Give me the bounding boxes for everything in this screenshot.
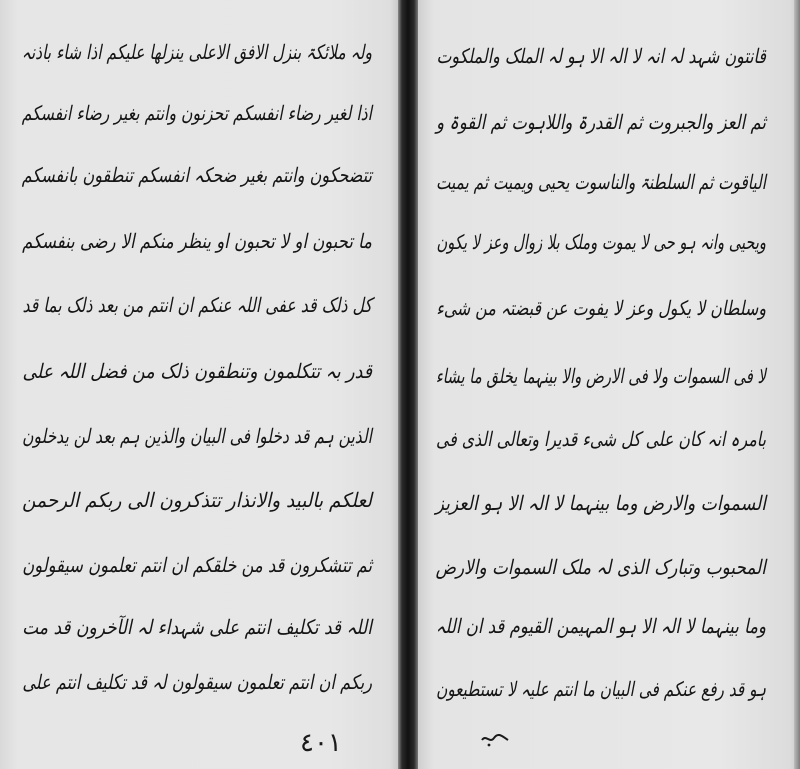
left-line-8: لعلکم بالبید والانذار تتذکرون الی ربکم الرحمن <box>22 488 373 512</box>
book-spine <box>398 0 418 769</box>
right-line-8: السموات والارض وما بینہما لا الہ الا ہو العزیز <box>435 491 766 515</box>
left-line-7: الذین ہم قد دخلوا فی البیان والذین ہم بعد لن یدخلون <box>22 424 373 448</box>
left-line-4: ما تحبون او لا تحبون او ینظر منکم الا رضی بنفسکم <box>22 229 373 253</box>
left-line-2: اذا لغیر رضاء انفسکم تحزنون وانتم بغیر رضاء انفسکم <box>21 101 372 125</box>
end-flourish-mark <box>480 728 510 750</box>
right-line-11: ہو قد رفع عنکم فی البیان ما انتم علیہ لا تستطیعون <box>436 677 766 701</box>
right-line-7: بامرہ انہ کان علی کل شیء قدیرا وتعالی الذی فی <box>436 427 766 451</box>
right-line-2: ثم العز والجبروت ثم القدرۃ واللاہوت ثم القوۃ و <box>436 110 766 134</box>
left-line-1: ولہ ملائکۃ بنزل الافق الاعلی ینزلھا علیکم اذا شاء باذنہ <box>21 40 373 64</box>
left-line-11: ربکم ان انتم تعلمون سیقولون لہ قد تکلیف انتم علی <box>22 670 372 694</box>
right-line-5: وسلطان لا یکول وعز لا یفوت عن قبضتہ من شیء <box>436 296 766 320</box>
right-page <box>418 0 800 769</box>
left-line-10: اللہ قد تکلیف انتم علی شہداء لہ الآخرون قد مت <box>22 615 372 639</box>
left-line-6: قدر بہ تتکلمون وتنطقون ذلک من فضل اللہ علی <box>22 359 372 383</box>
right-line-4: ویحیی وانہ ہو حی لا یموت وملک بلا زوال وعز لا یکون <box>436 230 766 254</box>
right-line-3: الیاقوت ثم السلطنۃ والناسوت یحیی ویمیت ثم یمیت <box>435 170 766 194</box>
left-page <box>0 0 398 769</box>
page-number: ٤٠١ <box>300 728 342 758</box>
right-line-10: وما بینہما لا الہ الا ہو المہیمن القیوم قد ان اللہ <box>435 614 766 638</box>
right-line-1: قانتون شہد لہ انہ لا الہ الا ہو لہ الملک والملکوت <box>436 44 766 68</box>
right-line-6: لا فی السموات ولا فی الارض والا بینہما یخلق ما یشاء <box>435 364 766 388</box>
left-line-5: کل ذلک قد عفی اللہ عنکم ان انتم من بعد ذلک بما قد <box>22 293 373 317</box>
right-line-9: المحبوب وتبارک الذی لہ ملک السموات والارض <box>435 555 766 579</box>
left-line-3: تتضحکون وانتم بغیر ضحکہ انفسکم تنطقون بانفسکم <box>21 163 372 187</box>
page-edge <box>794 0 800 769</box>
left-line-9: ثم تتشکرون قد من خلقکم ان انتم تعلمون سیقولون <box>22 553 372 577</box>
